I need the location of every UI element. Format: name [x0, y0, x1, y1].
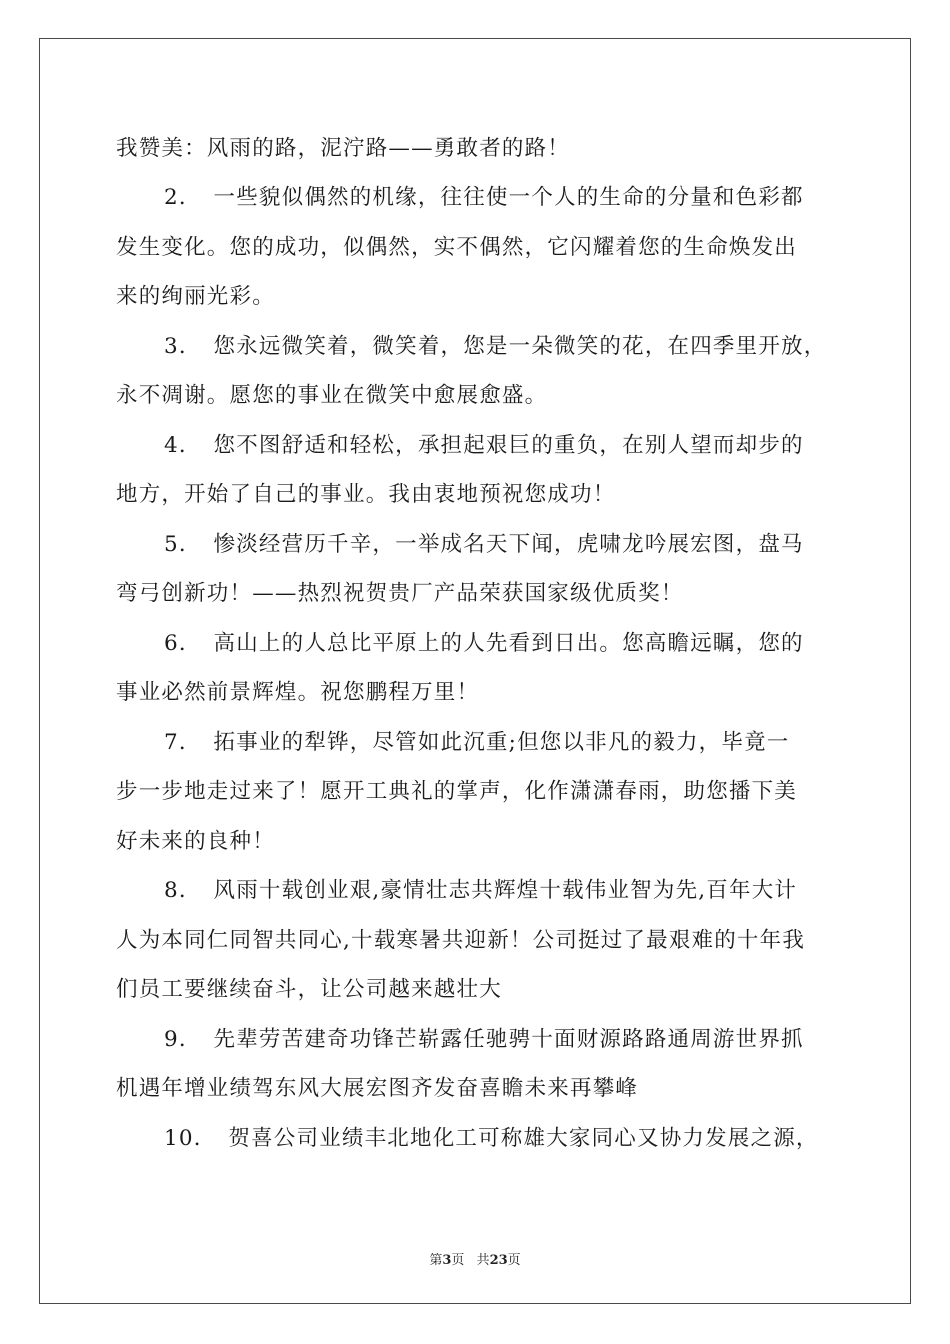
text-line: 9． 先辈劳苦建奇功锋芒崭露任驰骋十面财源路路通周游世界抓 — [164, 1027, 804, 1052]
total-indicator — [477, 1253, 521, 1268]
text-line: 机遇年增业绩驾东风大展宏图齐发奋喜瞻未来再攀峰 — [116, 1076, 639, 1101]
text-line: 7． 拓事业的犁铧，尽管如此沉重;但您以非凡的毅力，毕竟一 — [164, 730, 790, 755]
current-page-number: 3 — [442, 1253, 452, 1268]
page-frame — [39, 38, 911, 1304]
text-line: 地方，开始了自己的事业。我由衷地预祝您成功！ — [116, 482, 616, 507]
text-line: 事业必然前景辉煌。祝您鹏程万里！ — [116, 680, 480, 705]
total-prefix: 共 — [476, 1253, 490, 1268]
text-line: 们员工要继续奋斗，让公司越来越壮大 — [116, 977, 502, 1002]
text-line: 2． 一些貌似偶然的机缘，往往使一个人的生命的分量和色彩都 — [164, 185, 804, 210]
page-suffix: 页 — [451, 1253, 465, 1268]
text-line: 弯弓创新功！——热烈祝贺贵厂产品荣获国家级优质奖！ — [116, 581, 684, 606]
text-line: 8． 风雨十载创业艰,豪情壮志共辉煌十载伟业智为先,百年大计 — [164, 878, 798, 903]
text-line: 5． 惨淡经营历千辛，一举成名天下闻，虎啸龙吟展宏图，盘马 — [164, 532, 804, 557]
text-line: 我赞美：风雨的路，泥泞路——勇敢者的路！ — [116, 136, 571, 161]
text-line: 4． 您不图舒适和轻松，承担起艰巨的重负，在别人望而却步的 — [164, 433, 804, 458]
text-line: 6． 高山上的人总比平原上的人先看到日出。您高瞻远瞩，您的 — [164, 631, 804, 656]
total-page-count: 23 — [489, 1253, 508, 1268]
text-line: 步一步地走过来了！愿开工典礼的掌声，化作潇潇春雨，助您播下美 — [116, 779, 798, 804]
text-line: 好未来的良种！ — [116, 829, 275, 854]
text-line: 发生变化。您的成功，似偶然，实不偶然，它闪耀着您的生命焕发出 — [116, 235, 798, 260]
page-footer — [0, 1249, 950, 1268]
total-suffix: 页 — [507, 1253, 521, 1268]
text-line: 人为本同仁同智共同心,十载寒暑共迎新！公司挺过了最艰难的十年我 — [116, 928, 806, 953]
text-line: 来的绚丽光彩。 — [116, 284, 275, 309]
text-line: 3． 您永远微笑着，微笑着，您是一朵微笑的花，在四季里开放， — [164, 334, 827, 359]
text-line: 永不凋谢。愿您的事业在微笑中愈展愈盛。 — [116, 383, 548, 408]
page-prefix: 第 — [429, 1253, 443, 1268]
text-line: 10． 贺喜公司业绩丰北地化工可称雄大家同心又协力发展之源， — [164, 1126, 819, 1151]
page-indicator — [429, 1253, 464, 1268]
